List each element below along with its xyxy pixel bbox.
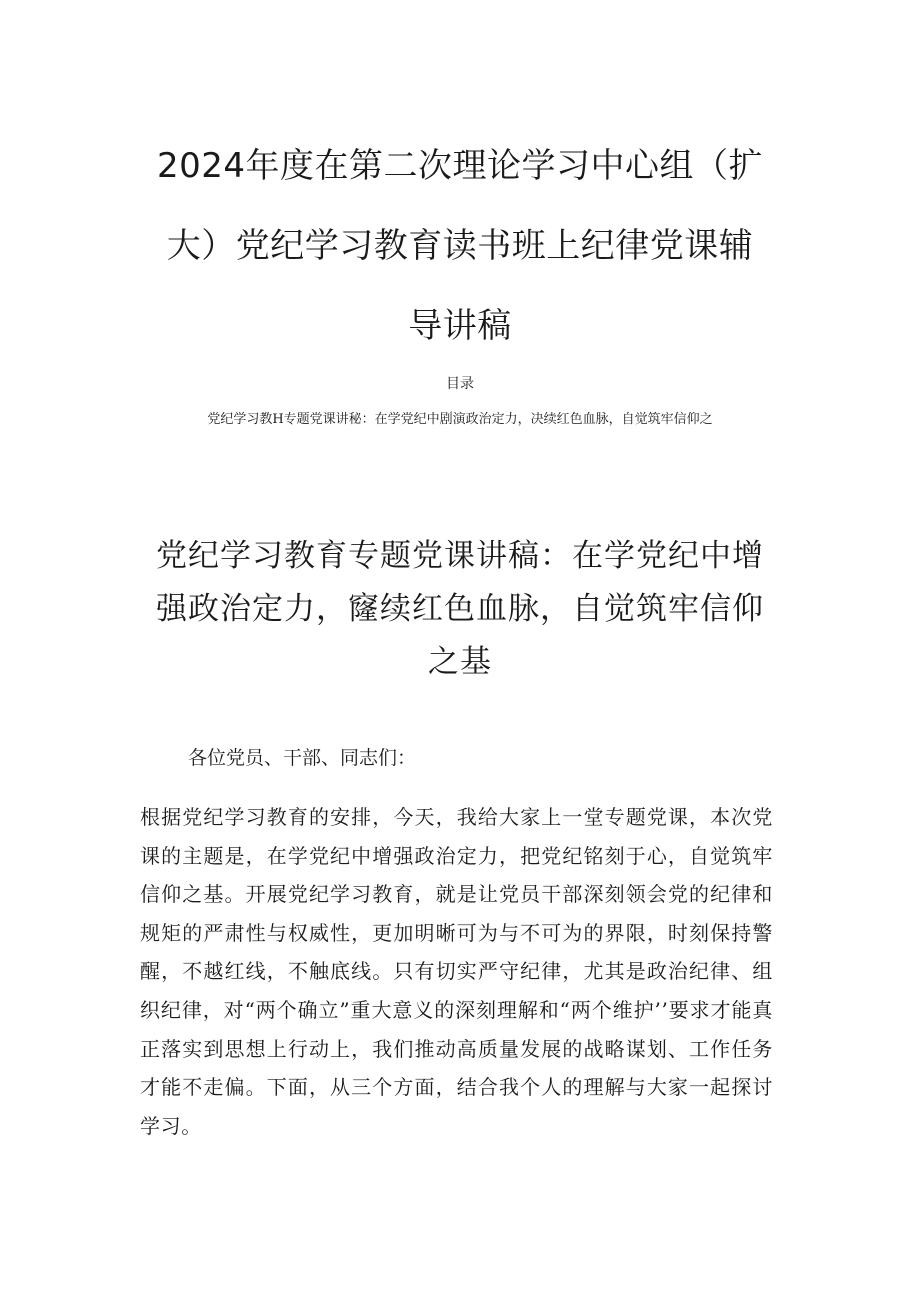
salutation: 各位党员、干部、同志们： xyxy=(188,747,417,769)
body-paragraph: 根据党纪学习教育的安排，今天，我给大家上一堂专题党课，本次党课的主题是，在学党纪中增强政治定力，把党纪铭刻于心，自觉筑牢信仰之基。开展党纪学习教育，就是让党员干部深刻领会党的纪律和规矩的严肃性与权威性，更加明晰可为与不可为的界限，时刻保持警醒，不越红线，不触底线。只有切实严守纪律，尤其是政治纪律、组织纪律，对“两个确立”重大意义的深刻理解和“两个维护’’要求才能真正落实到思想上行动上，我们推动高质量发展的战略谋划、工作任务才能不走偏。下面，从三个方面，结合我个人的理解与大家一起探讨学习。 xyxy=(140,805,773,1138)
toc-heading: 目录 xyxy=(446,376,474,392)
section-title: 党纪学习教育专题党课讲稿：在学党纪中增强政治定力，窿续红色血脉，自觉筑牢信仰之基 xyxy=(156,538,764,680)
document-title: 2024年度在第二次理论学习中心组（扩大）党纪学习教育读书班上纪律党课辅导讲稿 xyxy=(156,146,764,346)
toc-entry[interactable]: 党纪学习教H专题党课讲秘：在学党纪中剧演政治定力，决续红色血脉，自觉筑牢信仰之 xyxy=(207,412,713,427)
